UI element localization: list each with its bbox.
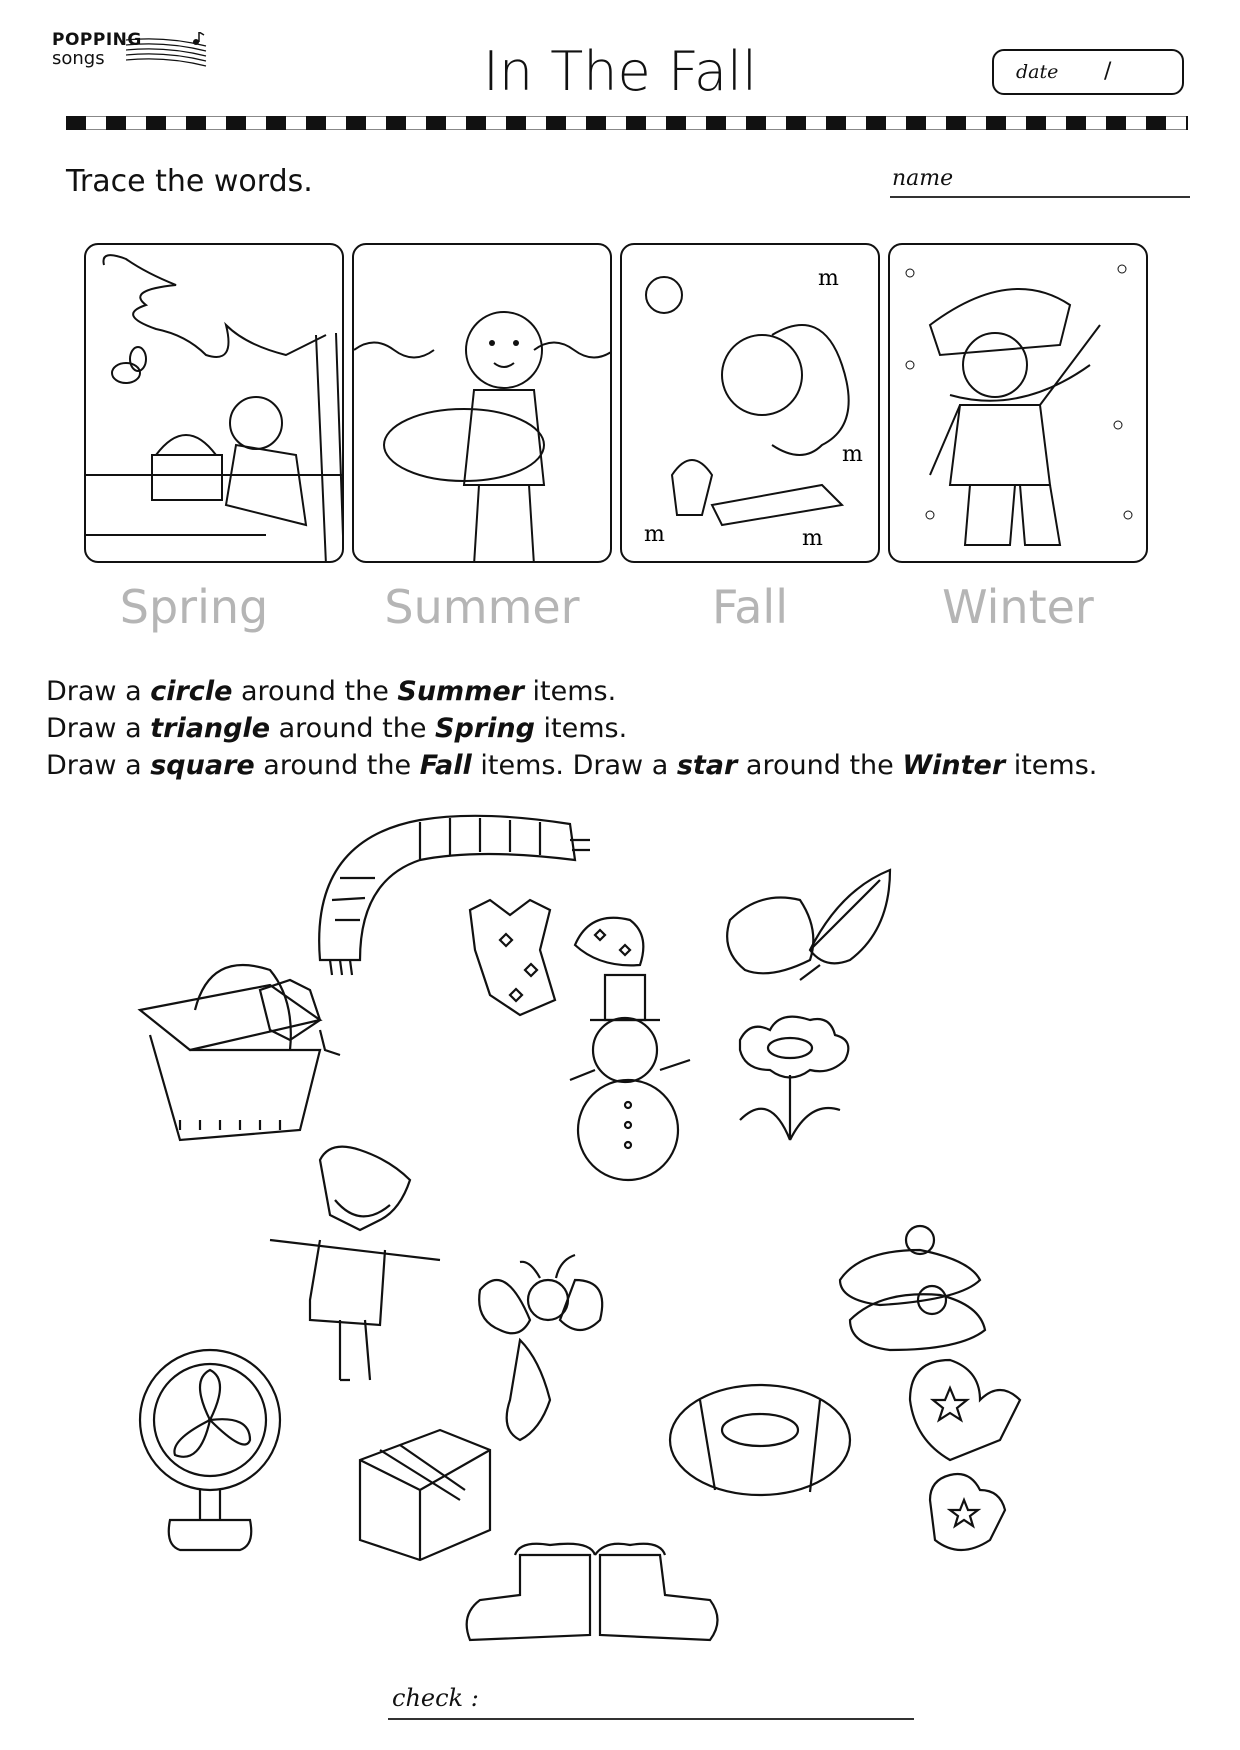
logo-text-top: POPPING — [52, 30, 142, 50]
music-staff-icon — [126, 32, 212, 72]
name-input-line[interactable] — [890, 196, 1190, 198]
swim-ring-icon[interactable] — [670, 1385, 850, 1495]
trace-instruction: Trace the words. — [66, 164, 313, 199]
mittens-icon[interactable] — [910, 1360, 1020, 1550]
svg-text:m: m — [802, 526, 823, 551]
scarecrow-icon[interactable] — [270, 1147, 440, 1380]
sandals-icon[interactable] — [840, 1226, 985, 1350]
checkered-divider — [66, 116, 1188, 130]
svg-text:m: m — [644, 522, 665, 547]
spring-picture — [84, 243, 344, 563]
picnic-basket-icon[interactable] — [140, 965, 340, 1140]
check-label: check : — [392, 1684, 479, 1712]
date-separator: / — [1104, 59, 1112, 84]
trace-word-summer: Summer — [384, 580, 580, 634]
winter-picture — [888, 243, 1148, 563]
instruction-line-3: Draw a square around the Fall items. Draw a star around the Winter items. — [46, 750, 1098, 781]
boots-icon[interactable] — [467, 1544, 718, 1640]
trace-word-winter: Winter — [942, 580, 1094, 634]
flower-icon[interactable] — [740, 1017, 848, 1140]
scarf-icon[interactable] — [319, 816, 590, 975]
svg-text:m: m — [842, 442, 863, 467]
logo-text-bottom: songs — [52, 48, 105, 69]
hay-bale-icon[interactable] — [360, 1430, 490, 1560]
page-title: In The Fall — [482, 40, 758, 103]
leaves-icon[interactable] — [727, 870, 890, 980]
summer-picture — [352, 243, 612, 563]
trace-word-fall: Fall — [712, 580, 788, 634]
date-label: date — [1016, 61, 1059, 83]
items-area — [120, 800, 1160, 1680]
snowman-icon[interactable] — [570, 975, 690, 1180]
swimsuit-icon[interactable] — [470, 900, 555, 1015]
instruction-line-2: Draw a triangle around the Spring items. — [46, 713, 628, 744]
swim-cap-icon[interactable] — [575, 918, 643, 966]
svg-text:m: m — [818, 266, 839, 291]
fall-picture — [620, 243, 880, 563]
name-label: name — [892, 166, 954, 191]
fan-icon[interactable] — [140, 1350, 280, 1550]
popping-songs-logo — [52, 30, 212, 80]
butterfly-icon[interactable] — [479, 1255, 602, 1440]
date-field[interactable] — [992, 49, 1184, 95]
trace-word-spring: Spring — [119, 580, 269, 634]
check-line[interactable] — [388, 1718, 914, 1720]
instruction-line-1: Draw a circle around the Summer items. — [46, 676, 617, 707]
